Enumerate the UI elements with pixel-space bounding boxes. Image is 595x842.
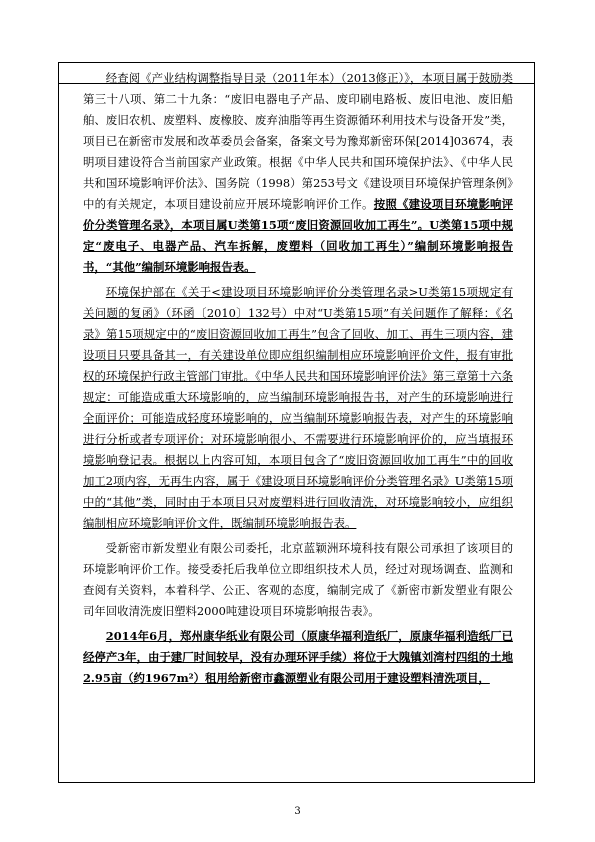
text-span: 经查阅《产业结构调整指导目录（2011年本）（2013修正）》，本项目属于鼓励类第三十八项、第二十九条：“废旧电器电子产品、废印刷电路板、废旧电池、废旧船舶、废旧农机、废塑料、废橡胶、废弃油脂等再生资源循环利用技术与设备开发”类，项目已在新密市发展和改革委员会备案，备案文号为豫郑新密环保[2014]03674，表明项目建设符合当前国家产业政策。根据《中华人民共和国环境保护法》、《中华人民共和国环境影响评价法》、国务院（1998）第253号文《建设项目环境保护管理条例》中的有关规定，本项目建设前应开展环境影响评价工作。: [83, 71, 513, 211]
document-frame: [58, 62, 535, 783]
paragraph-commission: [83, 538, 513, 622]
page-number: 3: [294, 806, 301, 817]
paragraph-industry-policy: [83, 68, 513, 278]
text-span-emphasis: 2014年6月，郑州康华纸业有限公司（原康华福利造纸厂，原康华福利造纸厂已经停产3年，由于建厂时间较早，没有办理环评手续）将位于大隗镇刘湾村四组的土地2.95亩（约1967m²）租用给新密市鑫源塑业有限公司用于建设塑料清洗项目，: [83, 629, 513, 685]
paragraph-site-history: [83, 626, 513, 689]
text-span-underlined: 环境保护部在《关于<建设项目环境影响评价分类管理名录>U类第15项规定有关问题的复函》（环函〔2010〕132号）中对“U类第15项”有关问题作了解释：《名录》第15项规定中的“废旧资源回收加工再生”包含了回收、加工、再生三项内容，建设项目只要具备其一，有关建设单位即应组织编制相应环境影响评价文件，报有审批权的环境保护行政主管部门审批。《中华人民共和国环境影响评价法》第三章第十六条规定：可能造成重大环境影响的，应当编制环境影响报告书，对产生的环境影响进行全面评价；可能造成轻度环境影响的，应当编制环境影响报告表，对产生的环境影响进行分析或者专项评价；对环境影响很小、不需要进行环境影响评价的，应当填报环境影响登记表。根据以上内容可知，本项目包含了“废旧资源回收加工再生”中的回收加工2项内容，无再生内容，属于《建设项目环境影响评价分类管理名录》U类第15项中的“其他”类，同时由于本项目只对废塑料进行回收清洗，对环境影响较小，应组织编制相应环境影响评价文件，既编制环境影响报告表。: [83, 285, 514, 530]
document-body: [83, 68, 513, 693]
text-span-emphasis: 按照《建设项目环境影响评价分类管理名录》，本项目属U类第15项“废旧资源回收加工再生”。U类第15项中规定“废电子、电器产品、汽车拆解，废塑料（回收加工再生）”编制环境影响报告书，“其他”编制环境影响报告表。: [83, 197, 513, 274]
paragraph-classification: [83, 282, 513, 534]
text-span: 受新密市新发塑业有限公司委托，北京蓝颖洲环境科技有限公司承担了该项目的环境影响评价工作。接受委托后我单位立即组织技术人员，经过对现场调查、监测和查阅有关资料，本着科学、公正、客观的态度，编制完成了《新密市新发塑业有限公司年回收清洗废旧塑料2000吨建设项目环境影响报告表》。: [83, 541, 513, 618]
